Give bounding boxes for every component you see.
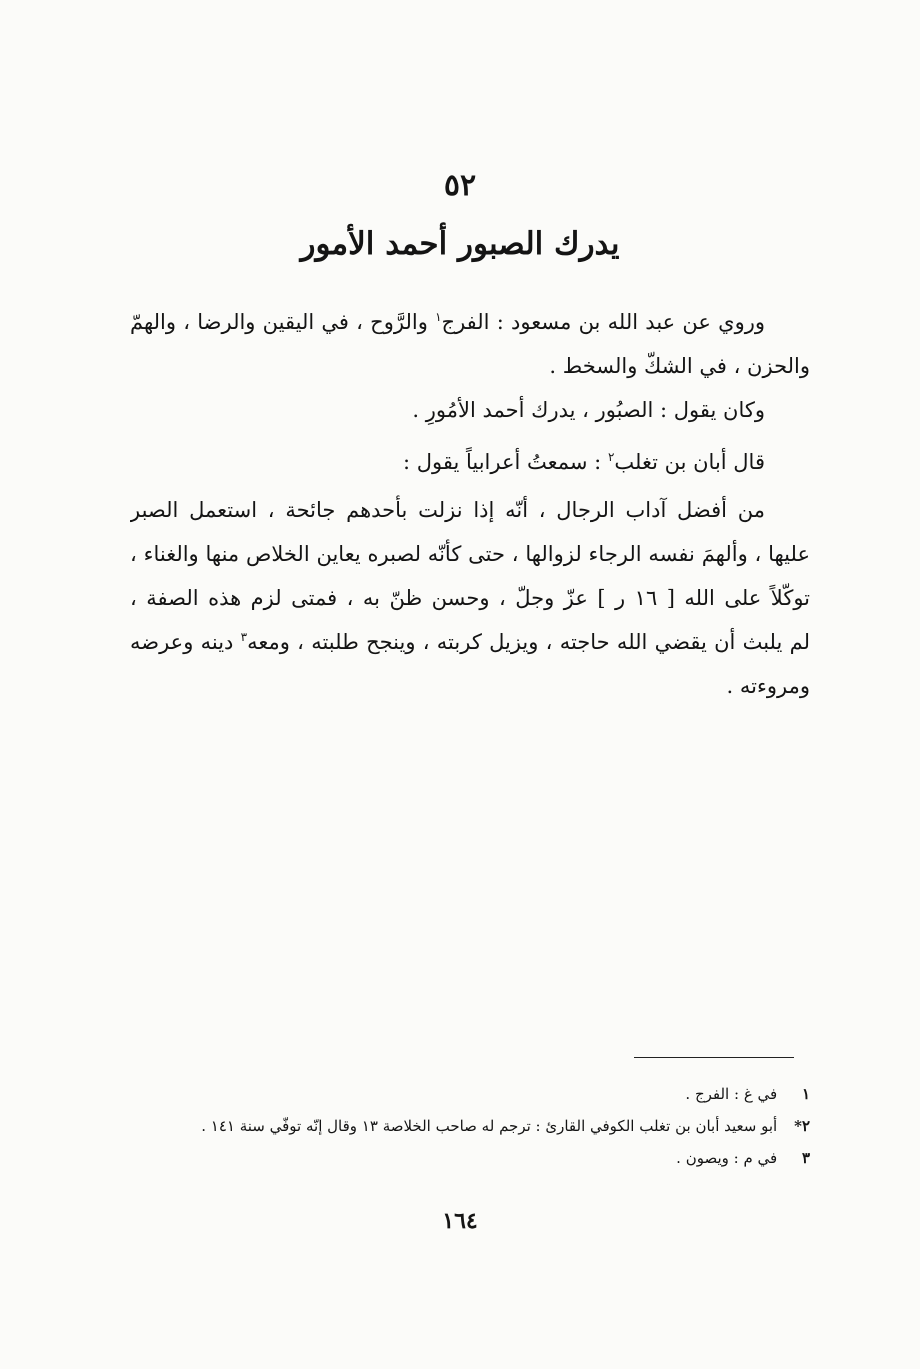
footnote-mark: ٣ — [801, 1149, 810, 1167]
footnote-ref-2: ٢ — [607, 450, 615, 464]
footnote-ref-1: ١ — [435, 310, 442, 324]
footnote-mark: ١ — [801, 1085, 810, 1103]
paragraph-4-line-5: ومروءته . — [726, 674, 810, 698]
paragraph-3-line-1: قال أبان بن تغلب$^٢$ : سمعتُ أعرابياً يقول : — [402, 450, 765, 474]
footnote-text: في م : ويصون . — [676, 1149, 778, 1167]
footnote-mark: ٢* — [794, 1117, 810, 1135]
footnote-3 — [150, 1142, 810, 1174]
footnote-ref-3: ٣ — [240, 630, 248, 644]
footnote-2 — [150, 1110, 810, 1142]
footnotes — [150, 1078, 810, 1174]
paragraph-1-line-1: وروي عن عبد الله بن مسعود : الفرج$^١$ والرَّوح ، في اليقين والرضا ، والهمّ — [130, 310, 766, 334]
footnote-1 — [150, 1078, 810, 1110]
footnote-divider — [634, 1057, 794, 1058]
paragraph-4-line-4: لم يلبث أن يقضي الله حاجته ، ويزيل كربته ، وينجح طلبته ، ومعه$^٣$ دينه وعرضه — [130, 630, 810, 654]
paragraph-4-line-3: توكّلاً على الله [ ١٦ ر ] عزّ وجلّ ، وحسن ظنّ به ، فمتى لزم هذه الصفة ، — [130, 586, 810, 610]
chapter-body — [130, 300, 810, 708]
paragraph-2-line-1: وكان يقول : الصبُور ، يدرك أحمد الأمُورِ . — [412, 398, 765, 422]
paragraph-4-line-2: عليها ، وألهمَ نفسه الرجاء لزوالها ، حتى كأنّه لصبره يعاين الخلاص منها والغناء ، — [130, 542, 810, 566]
chapter-title: يدرك الصبور أحمد الأمور — [300, 226, 620, 262]
paragraph-1-line-2: والحزن ، في الشكّ والسخط . — [549, 354, 810, 378]
chapter-number: ٥٢ — [443, 168, 477, 203]
footnote-text: في غ : الفرج . — [685, 1085, 778, 1103]
page-number: ١٦٤ — [442, 1208, 478, 1234]
footnote-text: أبو سعيد أبان بن تغلب الكوفي القارئ : ترجم له صاحب الخلاصة ١٣ وقال إنّه توفّي سنة ١٤١ . — [201, 1117, 778, 1135]
paragraph-4-line-1: من أفضل آداب الرجال ، أنّه إذا نزلت بأحدهم جائحة ، استعمل الصبر — [130, 498, 765, 522]
